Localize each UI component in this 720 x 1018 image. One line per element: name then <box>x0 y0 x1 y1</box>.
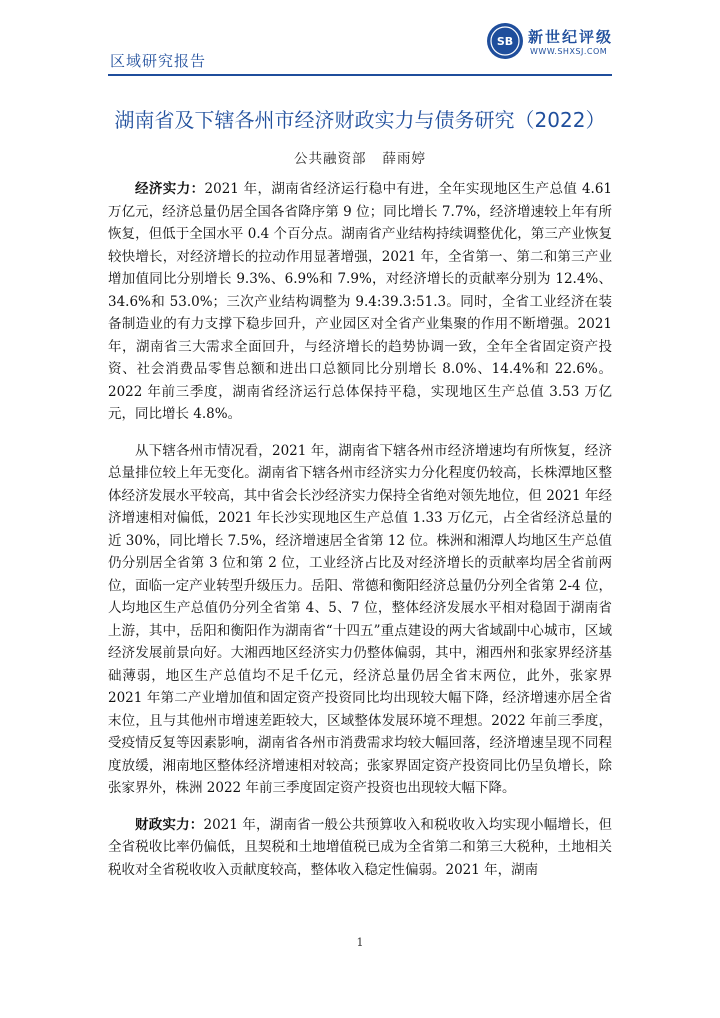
paragraph-prefecture-overview <box>108 440 612 800</box>
paragraph-economic-strength <box>108 178 612 426</box>
paragraph-text: 2021 年，湖南省经济运行稳中有进，全年实现地区生产总值 4.61 万亿元，经济总量仍居全国各省降序第 9 位；同比增长 7.7%，经济增速较上年有所恢复，但低于全国水平 0.4 个百分点。湖南省产业结构持续调整优化，第三产业恢复较快增长，对经济增长的拉动作用显著增强，2021 年，全省第一、第二和第三产业增加值同比分别增长 9.3%、6.9%和 7.9%，对经济增长的贡献率分别为 12.4%、34.6%和 53.0%；三次产业结构调整为 9.4:39.3:51.3。同时，全省工业经济在装备制造业的有力支撑下稳步回升，产业园区对全省产业集聚的作用不断增强。2021 年，湖南省三大需求全面回升，与经济增长的趋势协调一致，全年全省固定资产投资、社会消费品零售总额和进出口总额同比分别增长 8.0%、14.4%和 22.6%。2022 年前三季度，湖南省经济运行总体保持平稳，实现地区生产总值 3.53 万亿元，同比增长 4.8%。 <box>108 181 613 422</box>
author-name: 薛雨婷 <box>382 151 426 167</box>
logo-website-url: WWW.SHXSJ.COM <box>530 47 608 56</box>
logo-company-name: 新世纪评级 <box>528 28 614 46</box>
report-type-label: 区域研究报告 <box>110 52 207 70</box>
paragraph-text: 从下辖各州市情况看，2021 年，湖南省下辖各州市经济增速均有所恢复，经济总量排位较上年无变化。湖南省下辖各州市经济实力分化程度仍较高，长株潭地区整体经济发展水平较高，其中省会长沙经济实力保持全省绝对领先地位，但 2021 年经济增速相对偏低，2021 年长沙实现地区生产总值 1.33 万亿元，占全省经济总量的近 30%，同比增长 7.5%，经济增速居全省第 12 位。株洲和湘潭人均地区生产总值仍分别居全省第 3 位和第 2 位，工业经济占比及对经济增长的贡献率均居全省前两位，面临一定产业转型升级压力。岳阳、常德和衡阳经济总量仍分列全省第 2-4 位，人均地区生产总值仍分列全省第 4、5、7 位，整体经济发展水平相对稳固于湖南省上游，其中，岳阳和衡阳作为湖南省“十四五”重点建设的两大省域副中心城市，区域经济发展前景向好。大湘西地区经济实力仍整体偏弱，其中，湘西州和张家界经济基础薄弱，地区生产总值均不足千亿元，经济总量仍居全省末两位，此外，张家界 2021 年第二产业增加值和固定资产投资同比均出现较大幅下降，经济增速亦居全省末位，且与其他州市增速差距较大，区域整体发展环境不理想。2022 年前三季度，受疫情反复等因素影响，湖南省各州市消费需求均较大幅回落，经济增速呈现不同程度放缓，湘南地区整体经济增速相对较高；张家界固定资产投资同比仍呈负增长，除张家界外，株洲 2022 年前三季度固定资产投资也出现较大幅下降。 <box>108 442 612 796</box>
report-body <box>108 178 612 895</box>
company-logo <box>486 22 621 66</box>
page-number: 1 <box>356 936 364 949</box>
paragraph-lead: 经济实力： <box>135 181 205 197</box>
header-divider <box>108 74 612 76</box>
paragraph-fiscal-strength <box>108 814 612 882</box>
paragraph-lead: 财政实力： <box>135 816 204 833</box>
paragraph-text: 2021 年，湖南省一般公共预算收入和税收收入均实现小幅增长，但全省税收比率仍偏低，且契税和土地增值税已成为全省第二和第三大税种，土地相关税收对全省税收收入贡献度较高，整体收入稳定性偏弱。2021 年，湖南 <box>108 816 612 878</box>
logo-mark-letters: SB <box>496 35 514 48</box>
author-line <box>108 147 612 167</box>
author-department: 公共融资部 <box>294 151 367 167</box>
document-title: 湖南省及下辖各州市经济财政实力与债务研究（2022） <box>114 108 606 132</box>
logo-emblem-icon <box>486 22 524 60</box>
